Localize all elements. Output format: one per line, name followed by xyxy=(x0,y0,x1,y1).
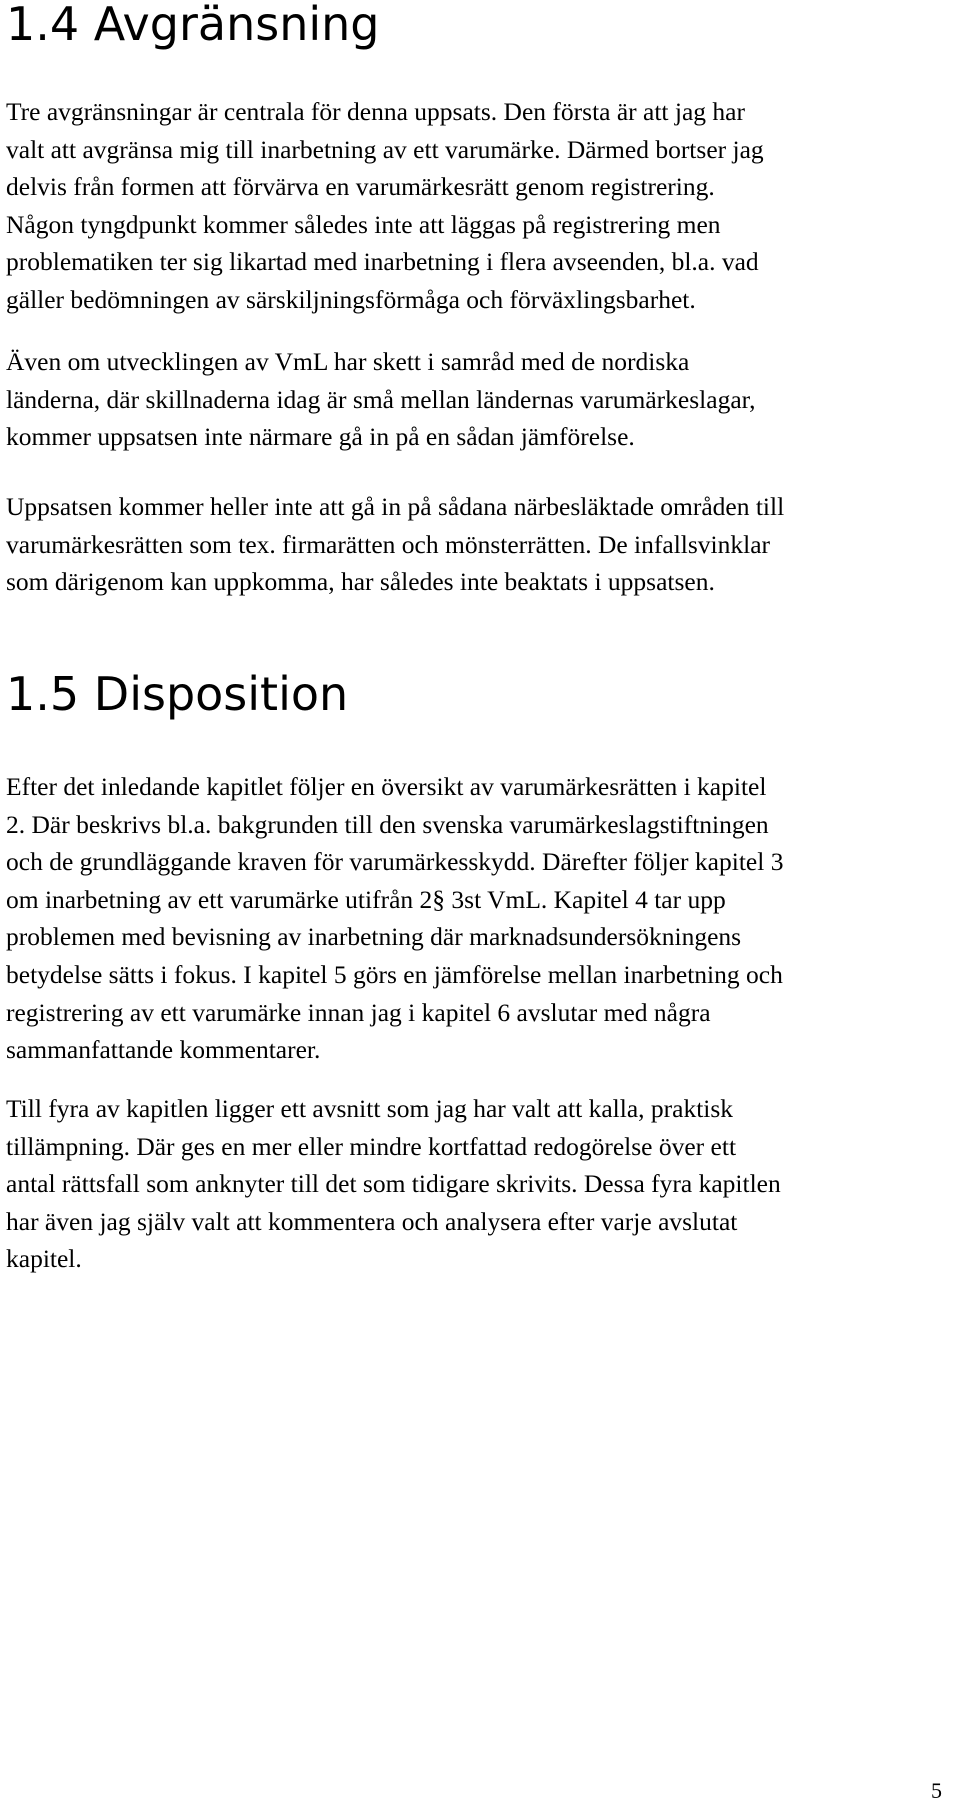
section-heading-avgransning: 1.4 Avgränsning xyxy=(6,0,380,51)
text-line: och de grundläggande kraven för varumärkesskydd. Därefter följer kapitel 3 xyxy=(6,847,784,877)
text-line: varumärkesrätten som tex. firmarätten och mönsterrätten. De infallsvinklar xyxy=(6,529,771,559)
text-line: problematiken ter sig likartad med inarbetning i flera avseenden, bl.a. vad xyxy=(6,247,759,277)
paragraph-disposition-2 xyxy=(6,1090,956,1278)
text-line: som därigenom kan uppkomma, har således inte beaktats i uppsatsen. xyxy=(6,567,715,597)
text-line: länderna, där skillnaderna idag är små mellan ländernas varumärkeslagar, xyxy=(6,384,756,414)
text-line: gäller bedömningen av särskiljningsförmåga och förväxlingsbarhet. xyxy=(6,284,696,314)
text-line: Efter det inledande kapitlet följer en översikt av varumärkesrätten i kapitel xyxy=(6,772,767,801)
text-line: Någon tyngdpunkt kommer således inte att läggas på registrering men xyxy=(6,209,721,239)
text-line: om inarbetning av ett varumärke utifrån 2§ 3st VmL. Kapitel 4 tar upp xyxy=(6,884,726,914)
text-line: antal rättsfall som anknyter till det som tidigare skrivits. Dessa fyra kapitlen xyxy=(6,1169,781,1199)
text-line: Även om utvecklingen av VmL har skett i samråd med de nordiska xyxy=(6,347,690,376)
text-line: valt att avgränsa mig till inarbetning av ett varumärke. Därmed bortser jag xyxy=(6,134,764,164)
paragraph-avgransning-1 xyxy=(6,93,956,319)
text-line: har även jag själv valt att kommentera och analysera efter varje avslutat xyxy=(6,1206,738,1236)
section-heading-disposition: 1.5 Disposition xyxy=(6,667,349,721)
text-line: registrering av ett varumärke innan jag i kapitel 6 avslutar med några xyxy=(6,997,711,1027)
text-line: kommer uppsatsen inte närmare gå in på en sådan jämförelse. xyxy=(6,422,635,452)
text-line: Till fyra av kapitlen ligger ett avsnitt som jag har valt att kalla, praktisk xyxy=(6,1094,734,1123)
paragraph-avgransning-2 xyxy=(6,343,956,456)
paragraph-disposition-1 xyxy=(6,768,956,1069)
text-line: Uppsatsen kommer heller inte att gå in på sådana närbesläktade områden till xyxy=(6,492,785,521)
text-line: 2. Där beskrivs bl.a. bakgrunden till den svenska varumärkeslagstiftningen xyxy=(6,809,769,839)
text-line: sammanfattande kommentarer. xyxy=(6,1035,321,1065)
paragraph-avgransning-3 xyxy=(6,488,956,601)
text-line: kapitel. xyxy=(6,1244,82,1274)
text-line: delvis från formen att förvärva en varumärkesrätt genom registrering. xyxy=(6,172,715,202)
text-line: Tre avgränsningar är centrala för denna uppsats. Den första är att jag har xyxy=(6,97,745,126)
text-line: problemen med bevisning av inarbetning där marknadsundersökningens xyxy=(6,922,742,952)
page-number: 5 xyxy=(931,1778,942,1803)
text-line: tillämpning. Där ges en mer eller mindre kortfattad redogörelse över ett xyxy=(6,1131,737,1161)
text-line: betydelse sätts i fokus. I kapitel 5 görs en jämförelse mellan inarbetning och xyxy=(6,959,783,989)
